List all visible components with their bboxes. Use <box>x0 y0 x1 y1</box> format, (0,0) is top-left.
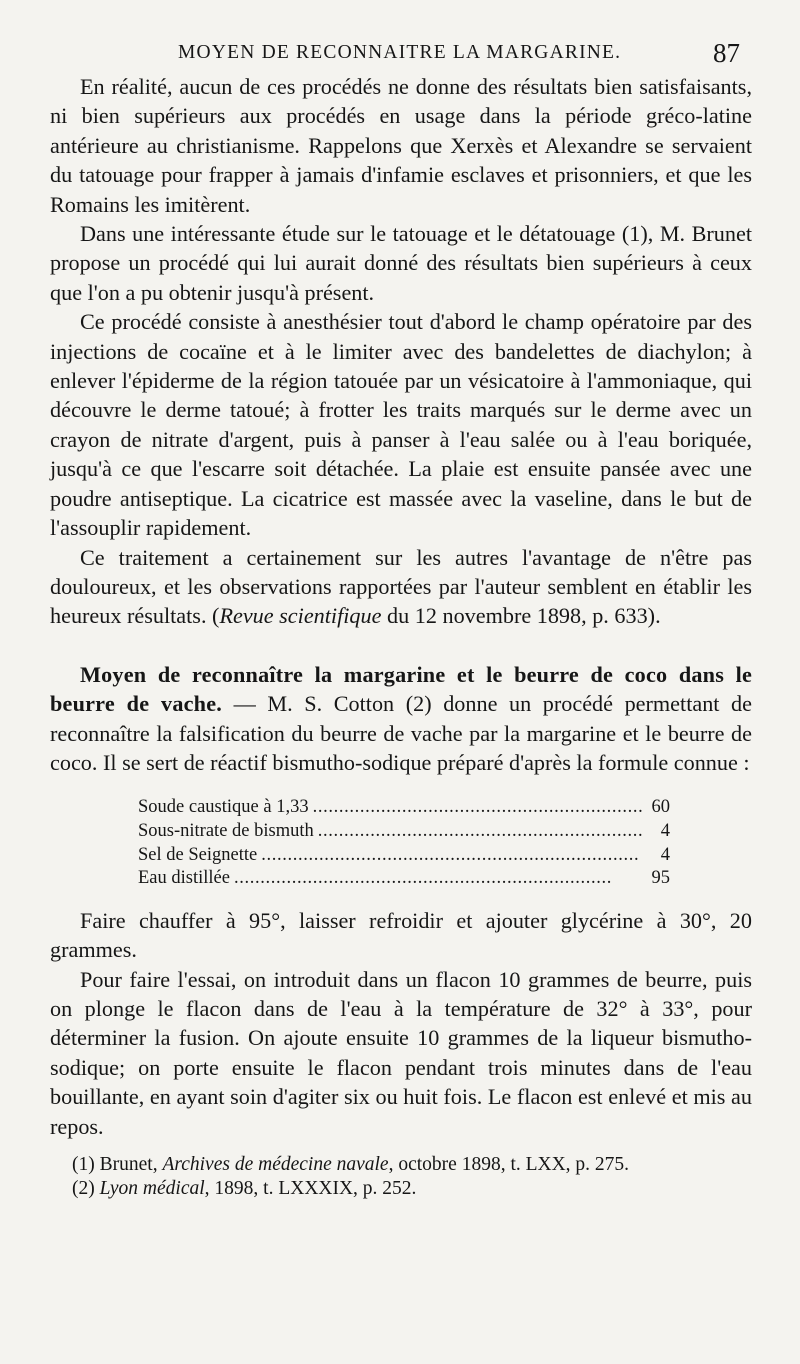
recipe-row <box>138 867 670 891</box>
dot-leader <box>234 867 642 891</box>
footnote <box>50 1177 752 1201</box>
footnote-text: , octobre 1898, t. LXX, p. 275. <box>388 1153 630 1175</box>
recipe-table <box>138 796 670 890</box>
ingredient-quantity: 60 <box>651 797 670 818</box>
ingredient-quantity: 4 <box>660 844 670 865</box>
journal-title: Lyon médical <box>99 1177 205 1199</box>
recipe-row <box>138 820 670 844</box>
ingredient-quantity: 4 <box>660 820 670 841</box>
running-title: MOYEN DE RECONNAITRE LA MARGARINE. <box>178 42 622 63</box>
dot-leader <box>318 820 642 844</box>
ingredient-quantity: 95 <box>651 868 670 889</box>
paragraph-text: du 12 novembre 1898, p. 633). <box>381 603 661 629</box>
section-heading: Moyen de reconnaître la margarine et le beurre de coco dans le beurre de vache. <box>50 661 752 717</box>
ingredient-name: Sel de Seignette <box>138 844 258 865</box>
paragraph: Faire chauffer à 95°, laisser refroidir et ajouter glycérine à 30°, 20 grammes. <box>50 907 752 963</box>
ingredient-name: Sous-nitrate de bismuth <box>138 820 314 841</box>
paragraph: Pour faire l'essai, on introduit dans un flacon 10 grammes de beurre, puis on plonge le flacon dans de l'eau à la température de 32° à 33°, pour déterminer la fusion. On ajoute ensuite 10 grammes de la liqueur bismutho-sodique; on porte ensuite le flacon pendant trois minutes dans de l'eau bouillante, en ayant soin d'agiter six ou huit fois. Le flacon est enlevé et mis au repos. <box>50 966 752 1139</box>
footnotes <box>50 1153 752 1201</box>
ingredient-name: Eau distillée <box>138 868 230 889</box>
page-header <box>0 38 800 72</box>
recipe-row <box>138 844 670 868</box>
paragraph: En réalité, aucun de ces procédés ne donne des résultats bien satisfaisants, ni bien supérieurs aux procédés en usage dans la période gréco-latine antérieure au christianisme. Rappelons que Xerxès et Alexandre se servaient du tatouage pour frapper à jamais d'infamie esclaves et prisonniers, et que les Romains les imitèrent. <box>50 74 752 217</box>
footnote-text: , 1898, t. LXXXIX, p. 252. <box>204 1177 417 1199</box>
page-number: 87 <box>713 38 740 68</box>
dot-leader <box>313 796 642 820</box>
paragraph: Ce procédé consiste à anesthésier tout d'abord le champ opératoire par des injections de cocaïne et à le limiter avec des bandelettes de diachylon; à enlever l'épiderme de la région tatouée par un vésicatoire à l'ammoniaque, qui découvre le derme tatoué; à frotter les traits marqués sur le derme avec un crayon de nitrate d'argent, puis à panser à l'eau salée ou à l'eau boriquée, jusqu'à ce que l'escarre soit détachée. La plaie est ensuite pansée avec une poudre antiseptique. La cicatrice est massée avec la vaseline, dans le but de l'assouplir rapidement. <box>50 309 752 541</box>
recipe-row <box>138 796 670 820</box>
journal-title: Revue scientifique <box>219 603 382 629</box>
footnote-mark: (2) <box>72 1177 95 1199</box>
section-paragraph <box>50 660 752 778</box>
footnote-text: Brunet, <box>94 1153 163 1175</box>
paragraph-text: Ce traitement a certainement sur les autres l'avantage de n'être pas douloureux, et les observations rapportées par l'auteur semblent en établir les heureux résultats. ( <box>50 544 752 629</box>
paragraph: Dans une intéressante étude sur le tatouage et le détatouage (1), M. Brunet propose un procédé qui lui aurait donné des résultats bien supérieurs à ceux que l'on a pu obtenir jusqu'à présent. <box>50 221 752 305</box>
footnote <box>50 1153 752 1177</box>
paragraph <box>50 543 752 631</box>
dot-leader <box>261 844 642 868</box>
ingredient-name: Soude caustique à 1,33 <box>138 797 309 818</box>
footnote-mark: (1) <box>72 1153 95 1175</box>
section-text: — M. S. Cotton (2) donne un procédé permettant de reconnaître la falsification du beurre de vache par la margarine et le beurre de coco. Il se sert de réactif bismutho-sodique préparé d'après la formule connue : <box>50 691 752 775</box>
body-text <box>50 72 752 1201</box>
journal-title: Archives de médecine navale <box>162 1153 389 1175</box>
